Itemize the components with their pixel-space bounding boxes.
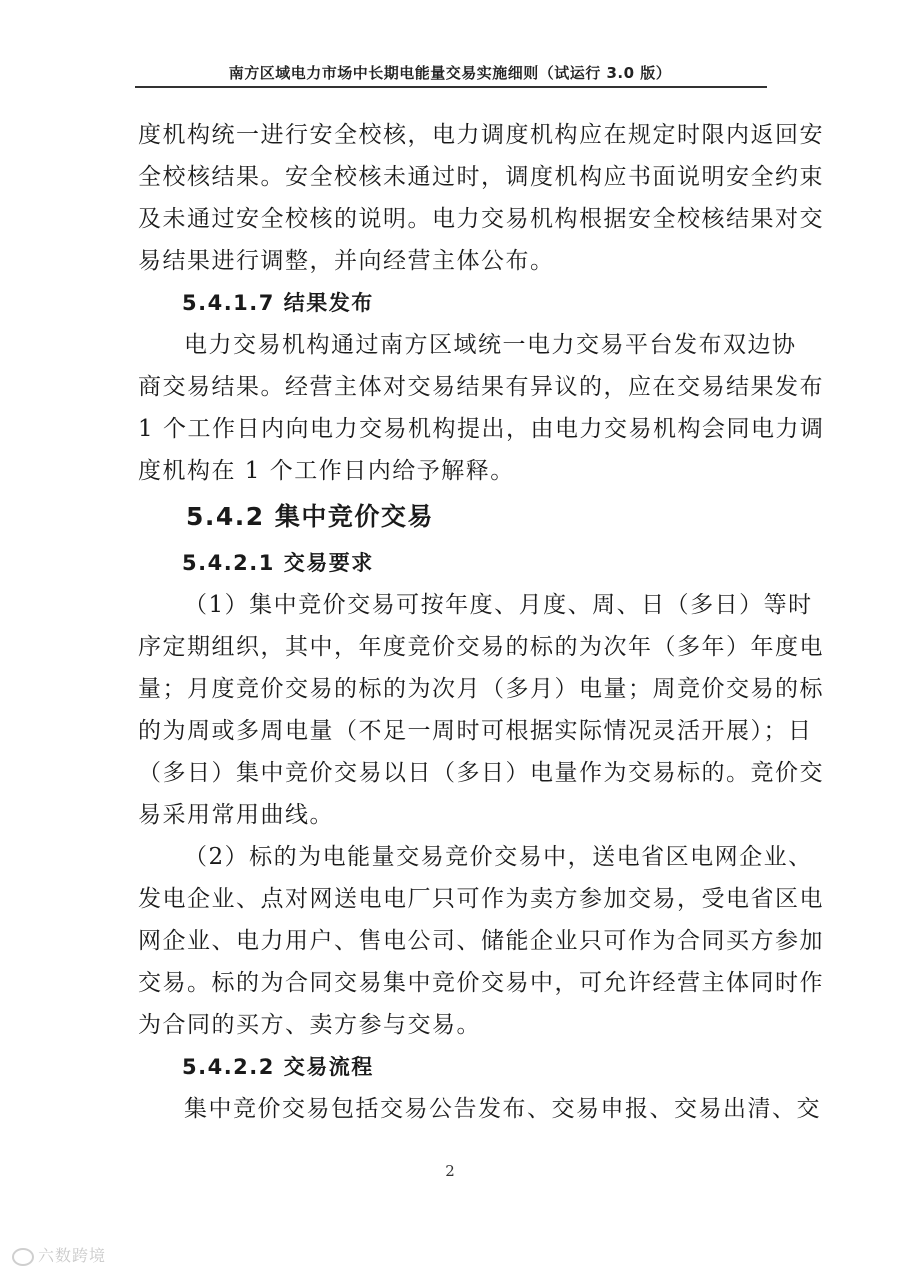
body-line: 量；月度竞价交易的标的为次月（多月）电量；周竞价交易的标 [138,676,824,702]
body-line: 序定期组织，其中，年度竞价交易的标的为次年（多年）年度电 [138,634,824,660]
body-line: 的为周或多周电量（不足一周时可根据实际情况灵活开展）；日 [138,718,813,744]
body-line: 商交易结果。经营主体对交易结果有异议的，应在交易结果发布 [138,374,824,400]
watermark-logo-icon [12,1248,34,1266]
document-body [138,114,825,1130]
body-line: （2）标的为电能量交易竞价交易中，送电省区电网企业、 [184,844,813,870]
body-line: 及未通过安全校核的说明。电力交易机构根据安全校核结果对交 [138,206,824,232]
body-line: 1 个工作日内向电力交易机构提出，由电力交易机构会同电力调 [138,416,825,442]
body-line: 电力交易机构通过南方区域统一电力交易平台发布双边协 [184,332,797,358]
body-line: （多日）集中竞价交易以日（多日）电量作为交易标的。竞价交 [138,760,824,786]
header-rule [135,86,767,88]
body-line: 为合同的买方、卖方参与交易。 [138,1012,481,1038]
body-line: 易结果进行调整，并向经营主体公布。 [138,248,555,274]
body-line: 度机构在 1 个工作日内给予解释。 [138,458,515,484]
body-line: 易采用常用曲线。 [138,802,334,828]
section-heading-5-4-2-2: 5.4.2.2 交易流程 [182,1055,374,1079]
page-number: 2 [445,1162,455,1180]
body-line: （1）集中竞价交易可按年度、月度、周、日（多日）等时 [184,592,813,618]
watermark-text: 六数跨境 [38,1246,107,1265]
body-line: 集中竞价交易包括交易公告发布、交易申报、交易出清、交 [184,1096,821,1122]
section-heading-5-4-1-7: 5.4.1.7 结果发布 [182,291,374,315]
body-line: 全校核结果。安全校核未通过时，调度机构应书面说明安全约束 [138,164,824,190]
section-heading-5-4-2-1: 5.4.2.1 交易要求 [182,551,374,575]
body-line: 度机构统一进行安全校核，电力调度机构应在规定时限内返回安 [138,122,824,148]
body-line: 发电企业、点对网送电电厂只可作为卖方参加交易，受电省区电 [138,886,824,912]
document-header: 南方区域电力市场中长期电能量交易实施细则（试运行 3.0 版） [228,64,672,82]
body-line: 网企业、电力用户、售电公司、储能企业只可作为合同买方参加 [138,928,824,954]
body-line: 交易。标的为合同交易集中竞价交易中，可允许经营主体同时作 [138,970,824,996]
section-heading-5-4-2: 5.4.2 集中竞价交易 [186,502,434,531]
watermark [12,1243,106,1266]
